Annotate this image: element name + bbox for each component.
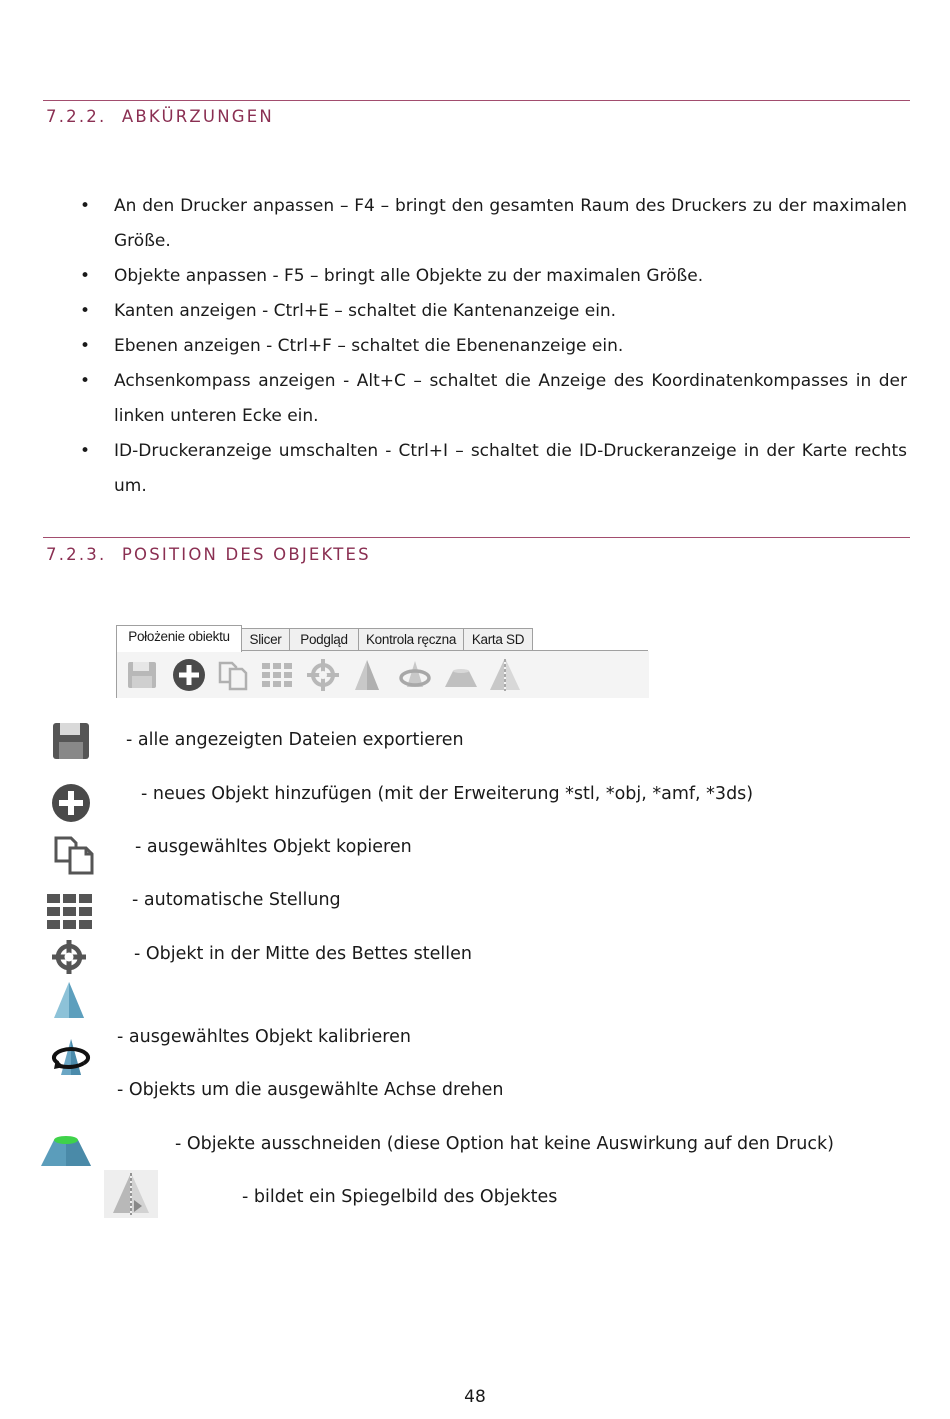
save-icon[interactable] bbox=[125, 657, 161, 693]
list-item: • Objekte anpassen - F5 – bringt alle Objekte zu der maximalen Größe. bbox=[78, 259, 907, 294]
grid-icon[interactable] bbox=[259, 657, 295, 693]
crosshair-icon bbox=[51, 939, 87, 975]
pyramid-icon[interactable] bbox=[349, 657, 385, 693]
mirror-description: - bildet ein Spiegelbild des Objektes bbox=[242, 1187, 558, 1207]
crosshair-icon[interactable] bbox=[305, 657, 341, 693]
section-title: POSITION DES OBJEKTES bbox=[121, 545, 371, 564]
section-number: 7.2.2. bbox=[46, 107, 107, 126]
page-number: 48 bbox=[464, 1387, 486, 1407]
list-item: • An den Drucker anpassen – F4 – bringt den gesamten Raum des Druckers zu der maximalen Größe. bbox=[78, 189, 907, 259]
rotate-icon[interactable] bbox=[397, 657, 433, 693]
cut-icon[interactable] bbox=[443, 657, 479, 693]
section-heading-723 bbox=[46, 545, 371, 564]
list-item: • Achsenkompass anzeigen - Alt+C – schaltet die Anzeige des Koordinatenkompasses in der linken unteren Ecke ein. bbox=[78, 364, 907, 434]
copy-icon[interactable] bbox=[215, 657, 251, 693]
list-item: • Kanten anzeigen - Ctrl+E – schaltet die Kantenanzeige ein. bbox=[78, 294, 907, 329]
calibrate-description: - ausgewähltes Objekt kalibrieren bbox=[117, 1027, 411, 1047]
shortcut-list bbox=[78, 189, 907, 504]
mirror-icon bbox=[104, 1170, 158, 1218]
copy-description: - ausgewähltes Objekt kopieren bbox=[135, 837, 412, 857]
copy-icon bbox=[53, 835, 97, 875]
plus-circle-icon bbox=[51, 783, 91, 823]
save-description: - alle angezeigten Dateien exportieren bbox=[126, 730, 464, 750]
list-item: • Ebenen anzeigen - Ctrl+F – schaltet die Ebenenanzeige ein. bbox=[78, 329, 907, 364]
cut-icon bbox=[40, 1133, 92, 1167]
section-title: ABKÜRZUNGEN bbox=[121, 107, 274, 126]
plus-circle-icon[interactable] bbox=[171, 657, 207, 693]
section-number: 7.2.3. bbox=[46, 545, 107, 564]
section-heading-722 bbox=[46, 107, 274, 126]
mirror-icon[interactable] bbox=[487, 657, 523, 693]
tab-slicer[interactable]: Slicer bbox=[241, 628, 290, 650]
center-description: - Objekt in der Mitte des Bettes stellen bbox=[134, 944, 472, 964]
toolbar-screenshot bbox=[116, 625, 648, 698]
tool-row bbox=[116, 651, 649, 698]
tab-kontrola-reczna[interactable]: Kontrola ręczna bbox=[358, 628, 464, 650]
tab-podglad[interactable]: Podgląd bbox=[289, 628, 359, 650]
add-description: - neues Objekt hinzufügen (mit der Erweiterung *stl, *obj, *amf, *3ds) bbox=[141, 784, 754, 804]
tab-bar bbox=[116, 625, 648, 651]
list-item: • ID-Druckeranzeige umschalten - Ctrl+I – schaltet die ID-Druckeranzeige in der Karte rechts um. bbox=[78, 434, 907, 504]
rotate-icon bbox=[48, 1037, 94, 1081]
tab-polozenie-obiektu[interactable]: Położenie obiektu bbox=[116, 625, 242, 652]
cut-description: - Objekte ausschneiden (diese Option hat keine Auswirkung auf den Druck) bbox=[175, 1134, 834, 1154]
section-rule-722 bbox=[43, 100, 910, 101]
grid-description: - automatische Stellung bbox=[132, 890, 341, 910]
section-rule-723 bbox=[43, 537, 910, 538]
tab-karta-sd[interactable]: Karta SD bbox=[463, 628, 533, 650]
pyramid-icon bbox=[53, 981, 85, 1019]
save-icon bbox=[52, 722, 90, 760]
rotate-description: - Objekts um die ausgewählte Achse drehen bbox=[117, 1080, 504, 1100]
grid-icon bbox=[47, 894, 93, 930]
